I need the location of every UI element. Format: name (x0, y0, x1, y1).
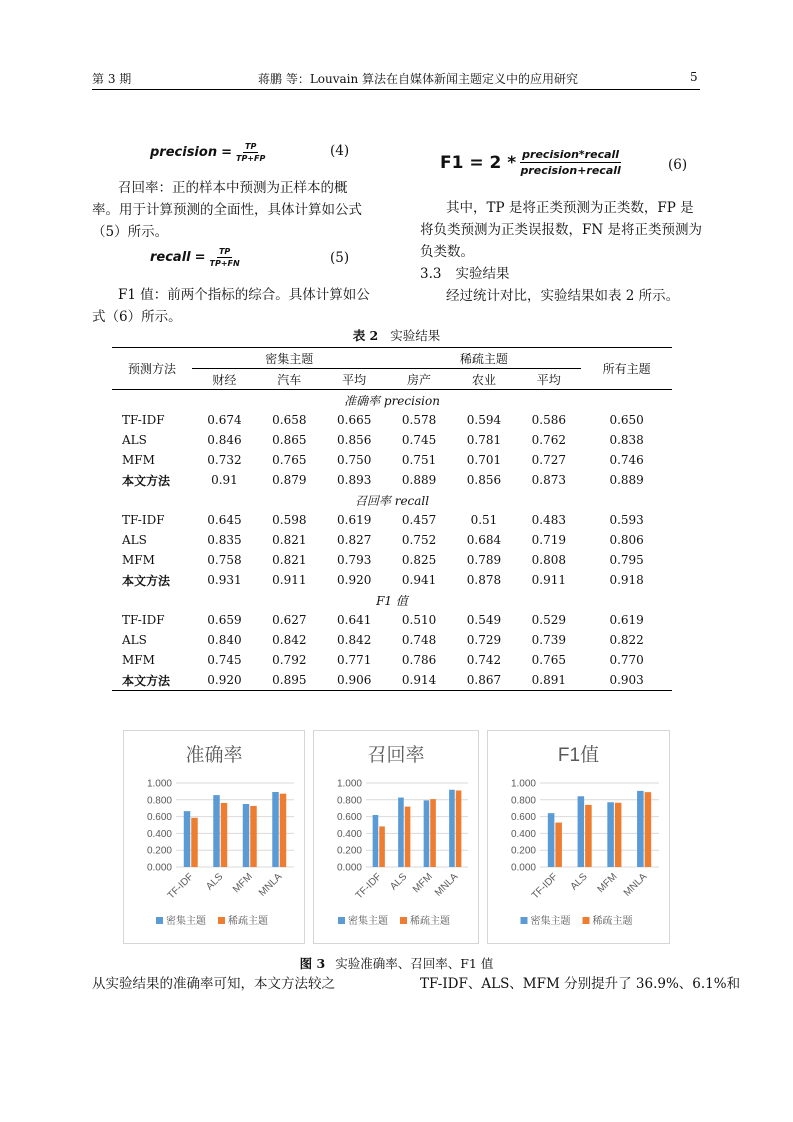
conclusion-right-line: TF-IDF、ALS、MFM 分别提升了 36.9%、6.1%和 (420, 976, 741, 992)
table-row (112, 410, 672, 430)
value-cell: 0.920 (207, 673, 242, 687)
value-cell: 0.645 (207, 513, 242, 527)
value-cell: 0.840 (207, 633, 242, 647)
value-cell: 0.578 (401, 413, 437, 427)
value-cell: 0.911 (272, 573, 307, 587)
legend-label: 密集主题 (530, 916, 571, 927)
table-caption (0, 326, 793, 344)
bar (213, 795, 219, 867)
table-section-row (112, 390, 672, 411)
table-row (112, 530, 672, 550)
eq6-denominator: precision+recall (520, 164, 621, 177)
y-tick-label: 0.400 (510, 828, 536, 840)
x-tick-label: ALS (568, 871, 590, 893)
bar (250, 806, 256, 867)
value-cell: 0.598 (272, 513, 307, 527)
bar (405, 807, 411, 867)
table-row (112, 630, 672, 650)
value-cell: 0.746 (609, 453, 644, 467)
value-cell: 0.771 (337, 653, 372, 667)
table-section-row (112, 590, 672, 610)
tp-fp-definition-line-2: 将负类预测为正类误报数，FN 是将正类预测为 (420, 222, 702, 238)
value-cell: 0.658 (272, 413, 307, 427)
method-cell: ALS (122, 433, 147, 447)
table-section-title: F1 值 (376, 593, 408, 608)
dense-topic-header: 密集主题 (192, 348, 387, 369)
x-tick-label: MNLA (256, 871, 285, 899)
table-row (112, 610, 672, 630)
eq6-lhs: F1 = 2 * (440, 152, 517, 173)
equation-6 (440, 148, 621, 177)
table-section-row (112, 490, 672, 510)
value-cell: 0.911 (531, 573, 566, 587)
x-tick-label: ALS (204, 871, 226, 893)
bar (578, 796, 585, 867)
value-cell: 0.786 (401, 653, 437, 667)
method-cell: MFM (122, 653, 155, 667)
f1-definition-line-2: 式（6）所示。 (92, 309, 182, 325)
y-tick-label: 0.800 (510, 795, 536, 807)
bar (645, 792, 652, 867)
value-cell: 0.51 (470, 513, 498, 527)
tp-fp-definition-line-3: 负类数。 (420, 244, 474, 260)
subcol-header: 平均 (536, 372, 561, 387)
value-cell: 0.895 (272, 673, 307, 687)
x-tick-label: MNLA (621, 871, 650, 899)
results-intro: 经过统计对比，实验结果如表 2 所示。 (446, 288, 680, 304)
value-cell: 0.745 (207, 653, 242, 667)
recall-definition-line-1: 召回率：正的样本中预测为正样本的概 (118, 180, 348, 196)
x-tick-label: MNLA (432, 871, 461, 899)
y-tick-label: 0.000 (336, 862, 362, 874)
legend-label: 稀疏主题 (228, 916, 268, 927)
value-cell: 0.510 (401, 613, 437, 627)
header-issue: 第 3 期 (92, 72, 132, 86)
bar (398, 798, 404, 867)
precision-bar-chart (124, 731, 304, 943)
bar (191, 818, 197, 867)
table-section-title: 召回率 recall (354, 493, 430, 508)
value-cell: 0.822 (609, 633, 644, 647)
subcol-header: 农业 (471, 372, 496, 387)
equation-4 (150, 142, 265, 163)
bar (430, 799, 436, 867)
value-cell: 0.627 (272, 613, 307, 627)
value-cell: 0.762 (531, 433, 566, 447)
section-number: 3.3 (420, 266, 442, 282)
bar (637, 791, 644, 867)
y-tick-label: 1.000 (510, 778, 536, 790)
method-header: 预测方法 (127, 362, 176, 376)
table-row (112, 450, 672, 470)
value-cell: 0.873 (531, 473, 566, 487)
value-cell: 0.641 (337, 613, 372, 627)
f1-bar-chart (488, 731, 669, 943)
legend-swatch (338, 917, 345, 924)
value-cell: 0.789 (466, 553, 502, 567)
value-cell: 0.593 (609, 513, 644, 527)
bar (585, 805, 592, 867)
bar (456, 790, 462, 867)
figure-caption-label: 图 3 (299, 956, 326, 971)
table-caption-label: 表 2 (352, 328, 379, 343)
bar (184, 811, 190, 867)
legend-swatch (156, 917, 163, 924)
x-tick-label: ALS (388, 871, 410, 893)
page-number: 5 (690, 70, 698, 84)
value-cell: 0.781 (466, 433, 502, 447)
eq4-number: (4) (330, 143, 350, 159)
value-cell: 0.752 (401, 533, 437, 547)
value-cell: 0.878 (466, 573, 502, 587)
value-cell: 0.808 (531, 553, 566, 567)
y-tick-label: 0.800 (146, 795, 172, 807)
value-cell: 0.701 (466, 453, 502, 467)
value-cell: 0.619 (609, 613, 644, 627)
y-tick-label: 0.200 (336, 845, 362, 857)
value-cell: 0.903 (609, 673, 644, 687)
value-cell: 0.758 (207, 553, 242, 567)
value-cell: 0.727 (531, 453, 566, 467)
value-cell: 0.846 (207, 433, 242, 447)
value-cell: 0.906 (337, 673, 372, 687)
y-tick-label: 0.200 (146, 845, 172, 857)
precision-chart-panel (123, 730, 305, 944)
value-cell: 0.594 (466, 413, 502, 427)
value-cell: 0.729 (466, 633, 502, 647)
eq5-numerator: TP (218, 247, 231, 256)
method-cell: ALS (122, 533, 147, 547)
chart-title: F1值 (557, 745, 600, 766)
value-cell: 0.739 (531, 633, 566, 647)
value-cell: 0.867 (466, 673, 502, 687)
subcol-header: 平均 (342, 372, 367, 387)
value-cell: 0.745 (401, 433, 437, 447)
bar (280, 794, 286, 867)
value-cell: 0.586 (531, 413, 566, 427)
x-tick-label: MFM (410, 871, 435, 896)
value-cell: 0.821 (272, 533, 307, 547)
y-tick-label: 1.000 (336, 778, 362, 790)
bar (243, 804, 249, 867)
eq4-numerator: TP (245, 142, 257, 151)
value-cell: 0.835 (207, 533, 242, 547)
x-tick-label: MFM (595, 871, 620, 896)
legend-label: 稀疏主题 (592, 916, 633, 927)
bar (424, 800, 430, 867)
value-cell: 0.842 (337, 633, 372, 647)
results-table (112, 347, 672, 691)
x-tick-label: TF-IDF (353, 871, 384, 902)
value-cell: 0.889 (401, 473, 437, 487)
value-cell: 0.650 (609, 413, 644, 427)
y-tick-label: 0.000 (510, 862, 536, 874)
y-tick-label: 0.200 (510, 845, 536, 857)
legend-label: 稀疏主题 (410, 916, 450, 927)
value-cell: 0.914 (401, 673, 437, 687)
value-cell: 0.684 (466, 533, 502, 547)
legend-label: 密集主题 (348, 916, 388, 927)
value-cell: 0.879 (272, 473, 307, 487)
bar (615, 803, 622, 867)
value-cell: 0.765 (272, 453, 307, 467)
value-cell: 0.792 (272, 653, 307, 667)
subcol-header: 汽车 (277, 372, 302, 387)
value-cell: 0.825 (401, 553, 437, 567)
value-cell: 0.931 (207, 573, 242, 587)
legend-label: 密集主题 (166, 916, 206, 927)
legend-swatch (218, 917, 225, 924)
table-row (112, 650, 672, 670)
y-tick-label: 0.400 (336, 828, 362, 840)
bar (607, 802, 614, 867)
x-tick-label: TF-IDF (165, 871, 196, 902)
y-tick-label: 0.600 (336, 812, 362, 824)
legend-swatch (400, 917, 407, 924)
f1-chart-panel (487, 730, 670, 944)
table-row (112, 670, 672, 691)
y-tick-label: 1.000 (146, 778, 172, 790)
value-cell: 0.889 (609, 473, 644, 487)
method-cell: ALS (122, 633, 147, 647)
eq6-numerator: precision*recall (522, 148, 620, 161)
method-cell: 本文方法 (122, 473, 171, 488)
bar (221, 803, 227, 867)
eq4-denominator: TP+FP (235, 154, 266, 163)
eq4-fraction (236, 142, 265, 163)
eq5-number: (5) (330, 250, 350, 266)
method-cell: 本文方法 (122, 673, 171, 688)
value-cell: 0.483 (531, 513, 566, 527)
recall-definition-line-2: 率。用于计算预测的全面性，具体计算如公式 (92, 202, 362, 218)
table-row (112, 430, 672, 450)
method-cell: TF-IDF (122, 513, 165, 527)
value-cell: 0.91 (211, 473, 238, 487)
value-cell: 0.893 (337, 473, 372, 487)
value-cell: 0.619 (337, 513, 372, 527)
value-cell: 0.891 (531, 673, 566, 687)
subcol-header: 房产 (407, 372, 432, 387)
value-cell: 0.750 (337, 453, 372, 467)
method-cell: TF-IDF (122, 413, 165, 427)
value-cell: 0.806 (609, 533, 644, 547)
value-cell: 0.856 (466, 473, 502, 487)
value-cell: 0.751 (401, 453, 437, 467)
subcol-header: 财经 (212, 372, 237, 387)
value-cell: 0.665 (337, 413, 372, 427)
recall-bar-chart (314, 731, 478, 943)
y-tick-label: 0.400 (146, 828, 172, 840)
chart-title: 准确率 (185, 745, 243, 766)
value-cell: 0.457 (401, 513, 437, 527)
recall-chart-panel (313, 730, 479, 944)
y-tick-label: 0.600 (510, 812, 536, 824)
chart-title: 召回率 (367, 745, 425, 766)
table-caption-text: 实验结果 (390, 328, 441, 343)
value-cell: 0.920 (337, 573, 372, 587)
value-cell: 0.748 (401, 633, 437, 647)
value-cell: 0.793 (337, 553, 372, 567)
value-cell: 0.856 (337, 433, 372, 447)
figure-caption (0, 954, 793, 972)
header-title: 蒋鹏 等：Louvain 算法在自媒体新闻主题定义中的应用研究 (258, 72, 579, 86)
value-cell: 0.918 (609, 573, 644, 587)
table-row (112, 570, 672, 590)
y-tick-label: 0.000 (146, 862, 172, 874)
table-row (112, 470, 672, 490)
table-header-row-1 (112, 348, 672, 369)
table-section-title: 准确率 precision (344, 393, 440, 408)
value-cell: 0.842 (272, 633, 307, 647)
x-tick-label: MFM (230, 871, 255, 896)
eq6-number: (6) (668, 157, 688, 173)
recall-definition-line-3: （5）所示。 (92, 224, 169, 240)
eq4-lhs: precision (150, 145, 218, 160)
value-cell: 0.838 (609, 433, 644, 447)
method-cell: TF-IDF (122, 613, 165, 627)
all-topic-header: 所有主题 (602, 362, 651, 376)
eq5-lhs: recall (150, 250, 191, 265)
header-rule (92, 89, 700, 90)
eq5-op: = (194, 250, 206, 265)
value-cell: 0.770 (609, 653, 644, 667)
value-cell: 0.742 (466, 653, 502, 667)
section-heading (420, 263, 509, 285)
value-cell: 0.795 (609, 553, 644, 567)
value-cell: 0.827 (337, 533, 372, 547)
value-cell: 0.719 (531, 533, 566, 547)
value-cell: 0.821 (272, 553, 307, 567)
value-cell: 0.732 (207, 453, 242, 467)
table-row (112, 550, 672, 570)
conclusion-left-line: 从实验结果的准确率可知，本文方法较之 (92, 976, 335, 992)
legend-swatch (583, 917, 590, 924)
x-tick-label: TF-IDF (529, 871, 560, 902)
value-cell: 0.765 (531, 653, 566, 667)
tp-fp-definition-line-1: 其中，TP 是将正类预测为正类数，FP 是 (446, 200, 694, 216)
value-cell: 0.941 (401, 573, 437, 587)
bar (449, 790, 455, 867)
bar (373, 815, 379, 867)
value-cell: 0.865 (272, 433, 307, 447)
value-cell: 0.529 (531, 613, 566, 627)
value-cell: 0.549 (466, 613, 502, 627)
method-cell: MFM (122, 553, 155, 567)
value-cell: 0.674 (207, 413, 242, 427)
equation-5 (150, 247, 240, 268)
eq4-op: = (221, 145, 232, 160)
legend-swatch (521, 917, 528, 924)
bar (555, 823, 562, 867)
table-row (112, 510, 672, 530)
sparse-topic-header: 稀疏主题 (387, 348, 582, 369)
bar (379, 826, 385, 867)
value-cell: 0.659 (207, 613, 242, 627)
method-cell: MFM (122, 453, 155, 467)
y-tick-label: 0.600 (146, 812, 172, 824)
eq5-fraction (210, 247, 240, 268)
figure-caption-text: 实验准确率、召回率、F1 值 (335, 956, 494, 971)
section-title: 实验结果 (455, 266, 510, 282)
eq6-fraction (520, 148, 621, 177)
y-tick-label: 0.800 (336, 795, 362, 807)
eq5-denominator: TP+FN (209, 259, 240, 268)
method-cell: 本文方法 (122, 573, 171, 588)
bar (548, 813, 555, 867)
f1-definition-line-1: F1 值：前两个指标的综合。具体计算如公 (118, 287, 370, 303)
bar (272, 792, 278, 867)
